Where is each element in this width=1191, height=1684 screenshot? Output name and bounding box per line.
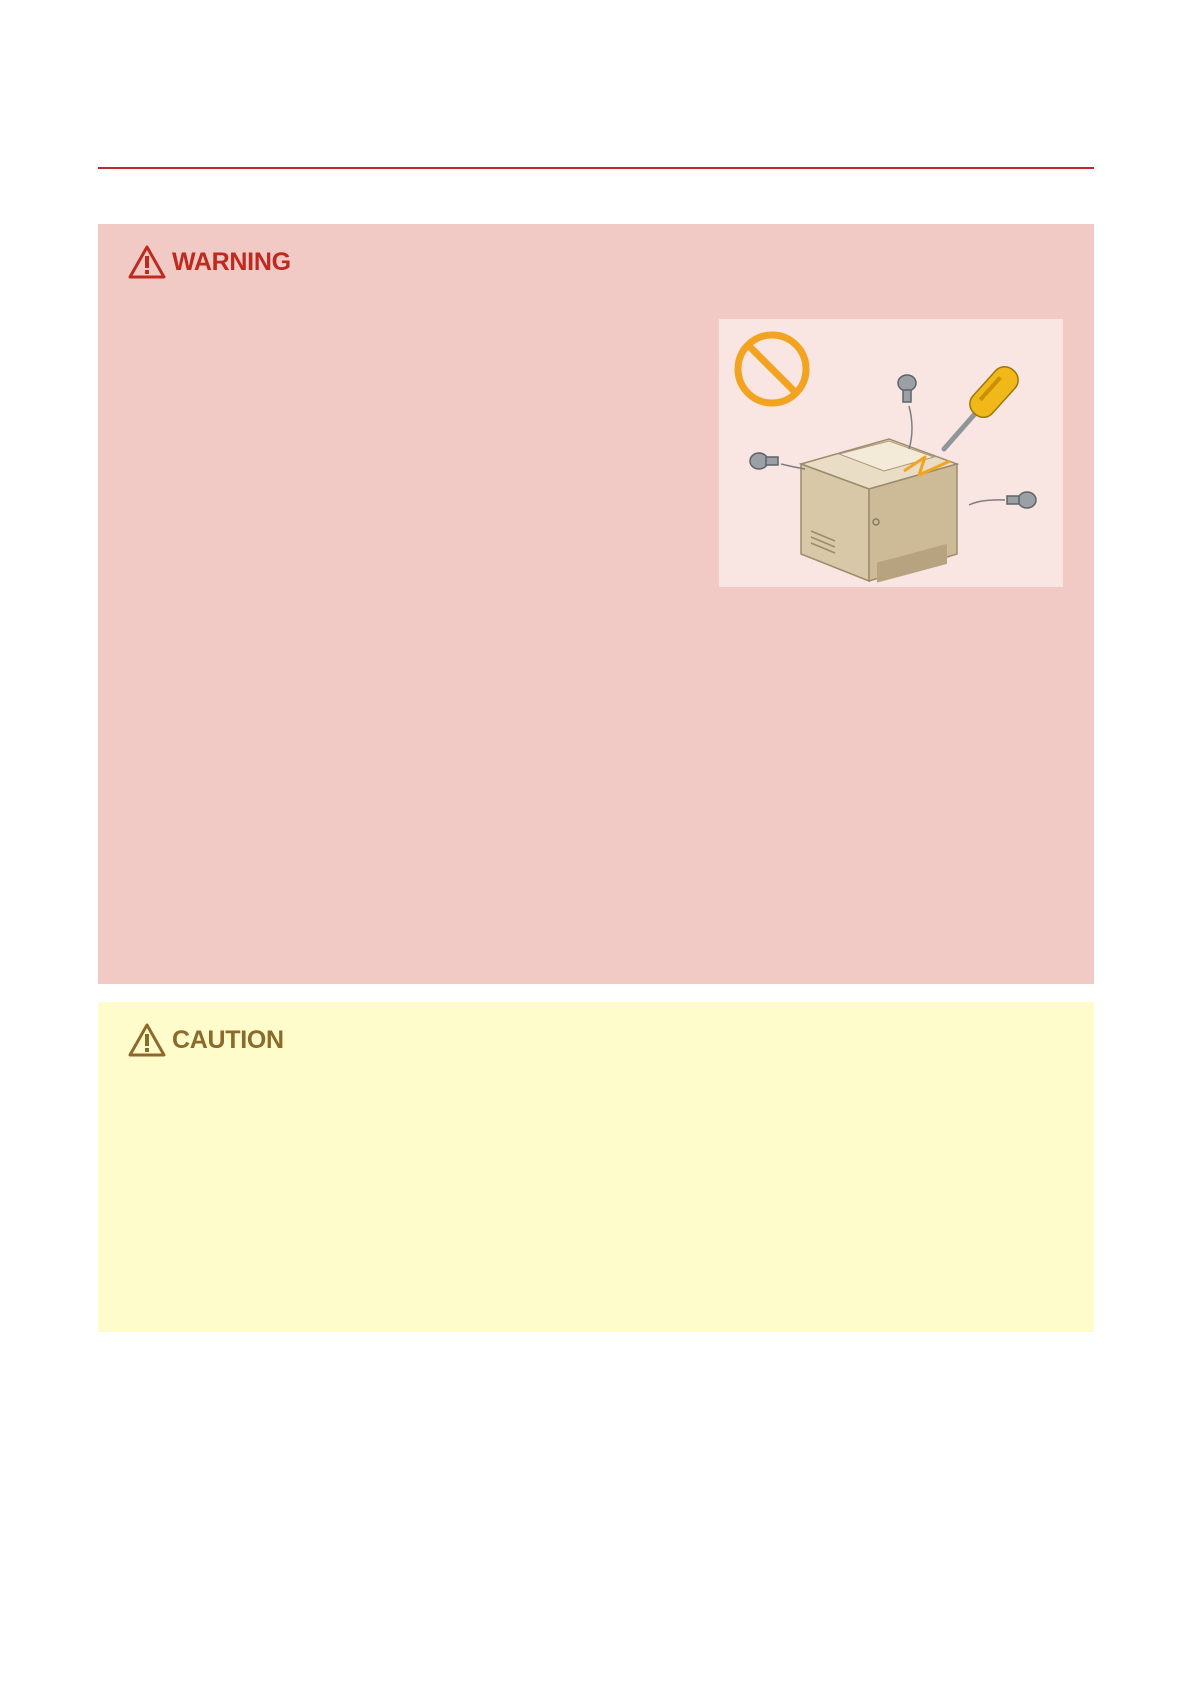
warning-heading	[128, 245, 291, 279]
screwdriver-icon	[944, 362, 1023, 449]
warning-triangle-icon	[128, 245, 166, 279]
warning-box	[98, 224, 1094, 984]
caution-box	[98, 1002, 1094, 1332]
caution-label: CAUTION	[172, 1025, 284, 1054]
warning-label: WARNING	[172, 247, 291, 276]
caution-triangle-icon	[128, 1023, 166, 1057]
header-rule	[98, 167, 1094, 169]
caution-heading	[128, 1023, 284, 1057]
printer-image	[801, 439, 957, 583]
prohibited-disassembly-illustration	[719, 319, 1063, 587]
prohibition-icon	[738, 335, 806, 403]
